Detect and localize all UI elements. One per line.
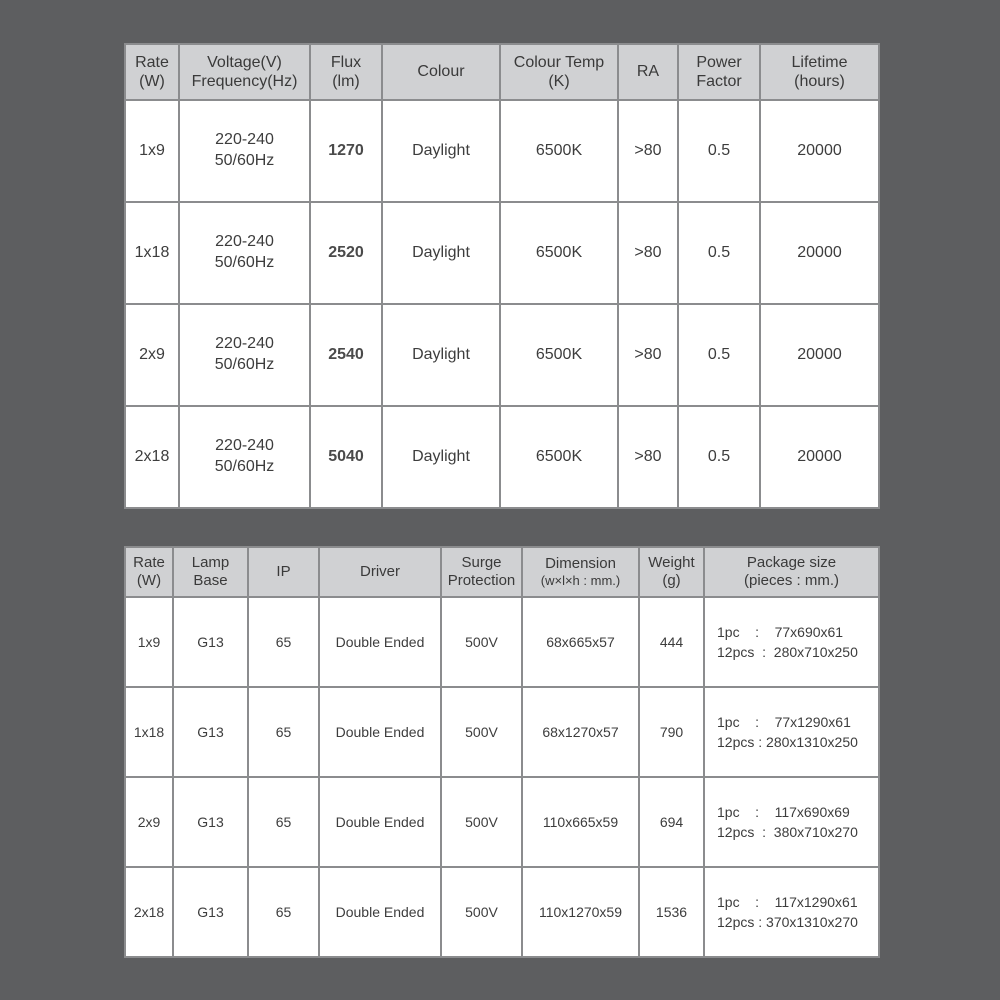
cell-package-size: 1pc : 77x690x61 12pcs : 280x710x250 [704, 597, 879, 687]
cell-power-factor: 0.5 [678, 304, 760, 406]
cell-ip: 65 [248, 687, 319, 777]
cell-package-size: 1pc : 117x1290x61 12pcs : 370x1310x270 [704, 867, 879, 957]
header-ra: RA [618, 44, 678, 100]
cell-flux: 2540 [310, 304, 382, 406]
cell-lamp-base: G13 [173, 777, 248, 867]
cell-colour-temp: 6500K [500, 304, 618, 406]
cell-driver: Double Ended [319, 597, 441, 687]
cell-ra: >80 [618, 100, 678, 202]
electrical-specs-table [124, 43, 880, 509]
cell-rate: 1x18 [125, 687, 173, 777]
header-package-size: Package size (pieces : mm.) [704, 547, 879, 597]
cell-ra: >80 [618, 202, 678, 304]
table-row [125, 304, 879, 406]
cell-voltage-frequency: 220-240 50/60Hz [179, 100, 310, 202]
cell-package-size: 1pc : 77x1290x61 12pcs : 280x1310x250 [704, 687, 879, 777]
cell-rate: 2x18 [125, 406, 179, 508]
cell-ra: >80 [618, 406, 678, 508]
table-header-row [125, 44, 879, 100]
header-colour: Colour [382, 44, 500, 100]
cell-colour: Daylight [382, 304, 500, 406]
header-ip: IP [248, 547, 319, 597]
cell-ip: 65 [248, 867, 319, 957]
cell-dimension: 68x1270x57 [522, 687, 639, 777]
header-voltage-frequency: Voltage(V) Frequency(Hz) [179, 44, 310, 100]
cell-dimension: 110x665x59 [522, 777, 639, 867]
cell-rate: 1x9 [125, 100, 179, 202]
cell-surge: 500V [441, 597, 522, 687]
cell-lifetime: 20000 [760, 406, 879, 508]
cell-weight: 1536 [639, 867, 704, 957]
header-lamp-base: Lamp Base [173, 547, 248, 597]
cell-driver: Double Ended [319, 687, 441, 777]
table-header-row [125, 547, 879, 597]
header-surge-protection: Surge Protection [441, 547, 522, 597]
cell-rate: 1x18 [125, 202, 179, 304]
cell-weight: 444 [639, 597, 704, 687]
table-row [125, 777, 879, 867]
table-row [125, 202, 879, 304]
cell-lamp-base: G13 [173, 597, 248, 687]
header-lifetime: Lifetime (hours) [760, 44, 879, 100]
header-rate: Rate (W) [125, 44, 179, 100]
cell-lifetime: 20000 [760, 304, 879, 406]
cell-colour-temp: 6500K [500, 406, 618, 508]
cell-dimension: 110x1270x59 [522, 867, 639, 957]
cell-flux: 2520 [310, 202, 382, 304]
physical-specs-table [124, 546, 880, 958]
header-driver: Driver [319, 547, 441, 597]
cell-driver: Double Ended [319, 867, 441, 957]
cell-voltage-frequency: 220-240 50/60Hz [179, 406, 310, 508]
cell-dimension: 68x665x57 [522, 597, 639, 687]
table-row [125, 597, 879, 687]
table-row [125, 867, 879, 957]
cell-package-size: 1pc : 117x690x69 12pcs : 380x710x270 [704, 777, 879, 867]
cell-ip: 65 [248, 777, 319, 867]
cell-voltage-frequency: 220-240 50/60Hz [179, 202, 310, 304]
cell-ra: >80 [618, 304, 678, 406]
header-colour-temp: Colour Temp (K) [500, 44, 618, 100]
cell-weight: 694 [639, 777, 704, 867]
header-dimension: Dimension (w×l×h : mm.) [522, 547, 639, 597]
cell-colour: Daylight [382, 100, 500, 202]
table-row [125, 406, 879, 508]
cell-lifetime: 20000 [760, 100, 879, 202]
cell-lifetime: 20000 [760, 202, 879, 304]
cell-rate: 2x9 [125, 304, 179, 406]
cell-power-factor: 0.5 [678, 406, 760, 508]
cell-power-factor: 0.5 [678, 202, 760, 304]
cell-colour: Daylight [382, 406, 500, 508]
cell-power-factor: 0.5 [678, 100, 760, 202]
header-weight: Weight (g) [639, 547, 704, 597]
cell-weight: 790 [639, 687, 704, 777]
cell-rate: 2x18 [125, 867, 173, 957]
cell-colour-temp: 6500K [500, 100, 618, 202]
cell-colour: Daylight [382, 202, 500, 304]
cell-rate: 2x9 [125, 777, 173, 867]
cell-flux: 1270 [310, 100, 382, 202]
cell-ip: 65 [248, 597, 319, 687]
header-rate: Rate (W) [125, 547, 173, 597]
table-row [125, 687, 879, 777]
cell-flux: 5040 [310, 406, 382, 508]
cell-voltage-frequency: 220-240 50/60Hz [179, 304, 310, 406]
cell-colour-temp: 6500K [500, 202, 618, 304]
cell-lamp-base: G13 [173, 687, 248, 777]
cell-surge: 500V [441, 867, 522, 957]
table-row [125, 100, 879, 202]
header-flux: Flux (lm) [310, 44, 382, 100]
cell-rate: 1x9 [125, 597, 173, 687]
cell-surge: 500V [441, 687, 522, 777]
cell-driver: Double Ended [319, 777, 441, 867]
header-power-factor: Power Factor [678, 44, 760, 100]
cell-surge: 500V [441, 777, 522, 867]
cell-lamp-base: G13 [173, 867, 248, 957]
